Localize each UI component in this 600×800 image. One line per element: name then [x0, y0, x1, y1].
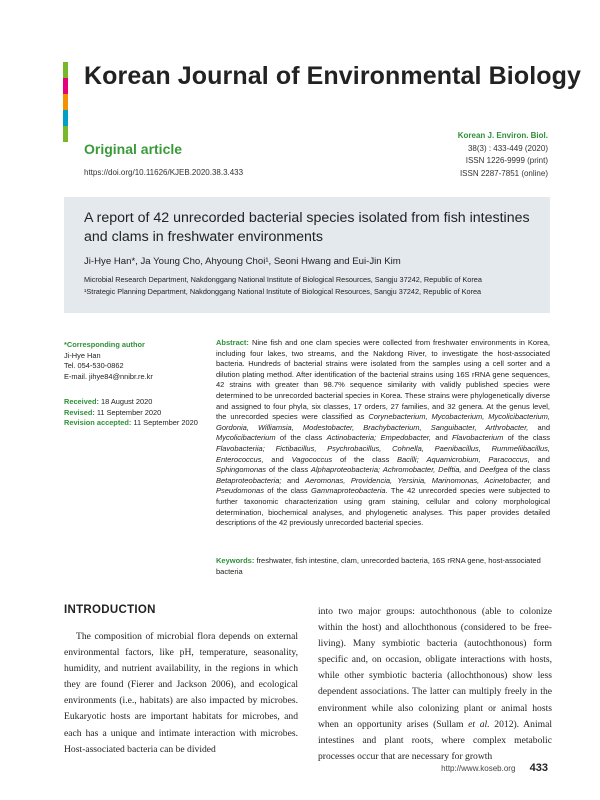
revised-line — [64, 408, 214, 419]
revised-label: Revised: — [64, 407, 95, 417]
received-label: Received: — [64, 397, 99, 406]
received-line — [64, 397, 214, 408]
abstract-text: and — [271, 454, 284, 464]
issn-print: ISSN 1226-9999 (print) — [465, 156, 548, 165]
corresponding-email[interactable]: E-mail. jihye84@nnibr.re.kr — [64, 371, 153, 381]
keywords-text: freshwater, fish intestine, clam, unrecorded bacteria, 16S rRNA gene, host-associated bacteria — [216, 556, 541, 576]
abstract-text: of the class — [510, 465, 550, 475]
abstract-class: Actinobacteria; — [326, 433, 377, 443]
color-bar-segment — [63, 126, 68, 142]
abstract-genera: Sphingomonas — [216, 465, 267, 475]
affiliation-1: Microbial Research Department, Nakdonggang National Institute of Biological Resources, Sangju 37242, Republic of Korea — [84, 275, 482, 284]
abstract-text: of the class — [267, 486, 308, 496]
abstract-class: Gammaproteobacteria. — [310, 486, 388, 496]
abstract-genera: Vagococcus — [291, 454, 333, 464]
intro-column-left: The composition of microbial flora depends on external environmental factors, like pH, temperature, seasonality, humidity, and nutrient availability, in the regions in which they are found (Fierer and Jackson 2006), and ecological environments (i.e., habitats) are also impacted by microbes. Eukaryotic hosts are important habitats for microbes, and each has a unique and intimate interaction with microbes. Host-associated bacteria can be divided — [64, 631, 298, 755]
abstract-text: The 42 unrecorded species were subjected to further taxonomic characterization using gram staining, cellular and colony morphological determination, biochemical analyses, and phylogenetic analyses. This paper provides detailed descriptions of the 42 previously unrecorded bacterial species. — [216, 486, 550, 528]
abstract-genera: Mycolicibacterium — [216, 433, 276, 443]
revised-date: 11 September 2020 — [96, 407, 162, 417]
article-info-sidebar — [64, 340, 214, 429]
abstract-text: and — [464, 465, 477, 475]
section-heading-introduction: INTRODUCTION — [64, 604, 156, 616]
intro-text: 2012). Animal intestines and plant roots, where complex metabolic processes occur that are necessary for growth — [318, 718, 552, 762]
journal-meta — [458, 130, 548, 180]
abstract-genera: Empedobacter, — [380, 433, 431, 443]
intro-column-right — [318, 604, 552, 765]
volume-pages: 38(3) : 433-449 (2020) — [467, 143, 548, 153]
affiliation-2: ¹Strategic Planning Department, Nakdonggang National Institute of Biological Resources, Sangju 37242, Republic of Korea — [84, 287, 482, 296]
accepted-line — [64, 418, 214, 429]
issn-online: ISSN 2287-7851 (online) — [459, 168, 548, 178]
abstract — [216, 338, 550, 529]
abstract-text: and — [435, 433, 448, 443]
corresponding-tel: Tel. 054-530-0862 — [64, 361, 124, 370]
journal-title: Korean Journal of Environmental Biology — [84, 62, 582, 90]
color-bar-segment — [63, 110, 68, 126]
keywords-label: Keywords: — [216, 556, 255, 565]
intro-text: into two major groups: autochthonous (able to colonize within the host) and allochthonous (considered to be free-living). Many symbiotic bacteria (autochthonous) form specific and, on occasion, obligate interactions with hosts, while other symbiotic bacteria (allochthonous) show less dependent associations. The latter can multiply freely in the environment while also colonizing plant or animal hosts when an opportunity arises (Sullam — [318, 606, 552, 730]
corresponding-name: Ji-Hye Han — [64, 350, 101, 360]
intro-etal: et al. — [468, 718, 490, 730]
journal-abbreviation: Korean J. Environ. Biol. — [457, 131, 548, 140]
abstract-class: Alphaproteobacteria; — [310, 465, 381, 475]
abstract-text: and — [537, 454, 550, 464]
color-bar-segment — [63, 94, 68, 110]
abstract-genera: Aeromonas, Providencia, Yersinia, Marinomonas, Acinetobacter, — [304, 475, 532, 485]
abstract-text: of the class — [507, 433, 550, 443]
journal-color-bar — [63, 62, 68, 142]
abstract-text: of the class — [339, 454, 390, 464]
color-bar-segment — [63, 62, 68, 78]
author-list: Ji-Hye Han*, Ja Young Cho, Ahyoung Choi¹, Seoni Hwang and Eui-Jin Kim — [84, 256, 401, 267]
page-footer — [441, 762, 548, 774]
affiliations — [84, 274, 530, 298]
abstract-class: Flavobacteriia; — [216, 443, 265, 453]
abstract-class: Bacilli; — [397, 454, 419, 464]
title-box — [64, 197, 550, 313]
abstract-label: Abstract: — [216, 338, 249, 347]
abstract-text: of the class — [268, 465, 309, 475]
abstract-text: and — [286, 475, 300, 485]
accepted-date: 11 September 2020 — [133, 418, 198, 427]
abstract-genera: Pseudomonas — [216, 486, 264, 496]
footer-url[interactable]: http://www.koseb.org — [441, 764, 516, 773]
abstract-text: and — [537, 475, 550, 485]
corresponding-label: *Corresponding author — [64, 340, 145, 349]
abstract-text: Nine fish and one clam species were collected from freshwater environments in Korea, including four lakes, two streams, and the Nakdong River, to investigate the host-associated bacteria. Hundreds of bacterial strains were isolated from the samples using a cell sorter and a dilution plating method. After identification of the bacterial strains using 16S rRNA gene sequences, 42 strains with greater than 98.7% sequence similarity with validly published species were determined to be unrecorded bacterial species in Korea. These strains were phylogenetically diverse and assigned to four phyla, six classes, 17 orders, 27 families, and 32 genera. At the genus level, the unrecorded species were classified as — [216, 338, 550, 422]
article-title: A report of 42 unrecorded bacterial species isolated from fish intestines and clams in freshwater environments — [84, 210, 530, 245]
accepted-label: Revision accepted: — [64, 418, 132, 427]
received-date: 18 August 2020 — [100, 397, 153, 406]
abstract-text: and — [537, 422, 550, 432]
abstract-genera: Fictibacillus, Psychrobacillus, Cohnella, Paenibacillus, Rummeliibacillus, Enterococcus, — [216, 443, 550, 464]
abstract-genera: Aquamicrobium, Paracoccus, — [426, 454, 530, 464]
color-bar-segment — [63, 78, 68, 94]
abstract-genera: Achromobacter, Delftia, — [382, 465, 462, 475]
keywords — [216, 556, 550, 577]
article-type: Original article — [84, 141, 183, 157]
abstract-genera: Flavobacterium — [452, 433, 504, 443]
abstract-text: of the class — [279, 433, 323, 443]
page-number: 433 — [529, 762, 548, 774]
abstract-class: Betaproteobacteria; — [216, 475, 282, 485]
doi-link[interactable]: https://doi.org/10.11626/KJEB.2020.38.3.433 — [84, 168, 244, 177]
abstract-genera: Corynebacterium, Mycobacterium, Mycolicibacterium, Gordonia, Williamsia, Modestobacter, Brachybacterium, Sanguibacter, Arthrobacter, — [216, 412, 550, 432]
abstract-genera: Deefgea — [479, 465, 508, 475]
